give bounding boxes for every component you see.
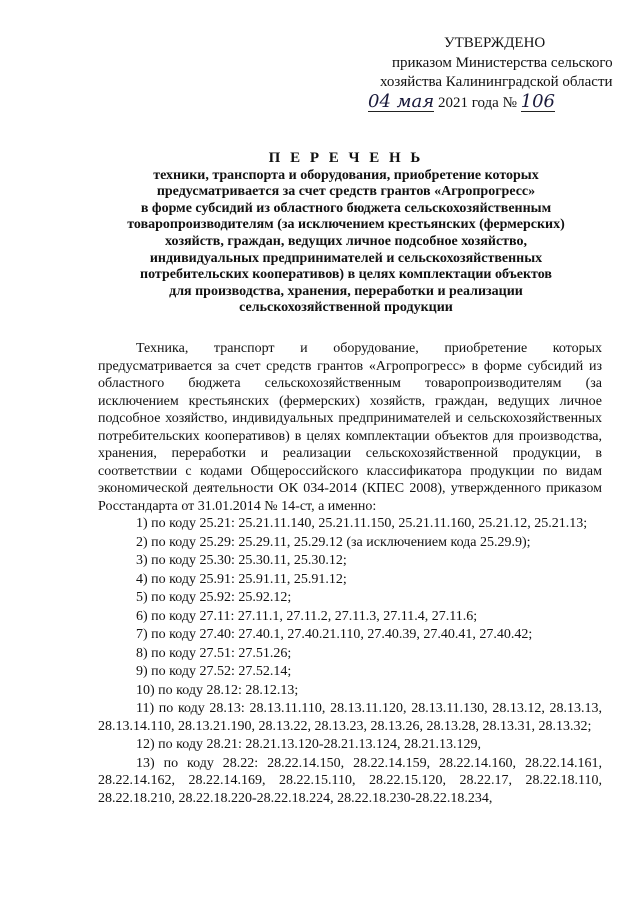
list-item: 3) по коду 25.30: 25.30.11, 25.30.12; — [136, 553, 347, 568]
document-heading — [96, 150, 596, 317]
list-item: 6) по коду 27.11: 27.11.1, 27.11.2, 27.11.3, 27.11.4, 27.11.6; — [136, 608, 478, 624]
list-item: 13) по коду 28.22: 28.22.14.150, 28.22.14.159, 28.22.14.160, 28.22.14.161, 28.22.14.162, 28.22.14.169, 28.22.15.110, 28.22.15.120, 28.22.17, 28.22.18.110, 28.22.18.210, 28.22.18.220-28.22.18.224, 28.22.18.230-28.22.18.234, — [98, 755, 602, 806]
list-item: 8) по коду 27.51: 27.51.26; — [136, 645, 292, 661]
approval-date-row — [368, 92, 555, 113]
handwritten-order-number: 106 — [520, 91, 556, 112]
approval-line-2: хозяйства Калининградской области — [380, 74, 613, 90]
heading-line: индивидуальных предпринимателей и сельскохозяйственных — [149, 250, 543, 266]
heading-line: техники, транспорта и оборудования, приобретение которых — [153, 167, 539, 183]
approval-title: УТВЕРЖДЕНО — [444, 35, 546, 51]
approval-year-text: 2021 года № — [437, 95, 517, 111]
heading-line: хозяйств, граждан, ведущих личное подсобное хозяйство, — [164, 233, 527, 249]
list-item: 4) по коду 25.91: 25.91.11, 25.91.12; — [136, 571, 347, 587]
intro-paragraph: Техника, транспорт и оборудование, приобретение которых предусматривается за счет средств грантов «Агропрогресс» в форме субсидий из областного бюджета сельскохозяйственным товаропроизводителям (за исключением крестьянских (фермерских) хозяйств, граждан, ведущих личное подсобное хозяйство, индивидуальных предпринимателей и сельскохозяйственных потребительских кооперативов) в целях комплектации объектов для производства, хранения, переработки и реализации сельскохозяйственной продукции, в соответствии с кодами Общероссийского классификатора продукции по видам экономической деятельности ОК 034-2014 (КПЕС 2008), утвержденного приказом Росстандарта от 31.01.2014 № 14-ст, а именно: — [98, 341, 602, 514]
heading-line: товаропроизводителям (за исключением крестьянских (фермерских) — [127, 217, 565, 233]
list-item: 12) по коду 28.21: 28.21.13.120-28.21.13.124, 28.21.13.129, — [136, 737, 482, 752]
document-body — [98, 340, 602, 807]
list-item: 7) по коду 27.40: 27.40.1, 27.40.21.110, 27.40.39, 27.40.41, 27.40.42; — [136, 627, 533, 642]
heading-line: предусматривается за счет средств грантов «Агропрогресс» — [156, 184, 536, 200]
approval-line-1: приказом Министерства сельского — [392, 55, 613, 71]
list-item: 9) по коду 27.52: 27.52.14; — [136, 664, 292, 679]
list-item: 11) по коду 28.13: 28.13.11.110, 28.13.11.120, 28.13.11.130, 28.13.12, 28.13.13, 28.13.14.110, 28.13.21.190, 28.13.22, 28.13.23, 28.13.26, 28.13.28, 28.13.31, 28.13.32; — [98, 701, 602, 734]
heading-line: сельскохозяйственной продукции — [239, 300, 453, 316]
list-item: 10) по коду 28.12: 28.12.13; — [136, 682, 299, 698]
heading-title: П Е Р Е Ч Е Н Ь — [268, 150, 424, 166]
heading-line: в форме субсидий из областного бюджета сельскохозяйственным — [140, 200, 552, 216]
heading-line: потребительских кооперативов) в целях комплектации объектов — [140, 267, 552, 283]
list-item: 1) по коду 25.21: 25.21.11.140, 25.21.11.150, 25.21.11.160, 25.21.12, 25.21.13; — [136, 516, 588, 531]
handwritten-date: 04 мая — [368, 91, 435, 112]
heading-line: для производства, хранения, переработки и реализации — [169, 283, 523, 299]
list-item: 5) по коду 25.92: 25.92.12; — [136, 590, 292, 605]
list-item: 2) по коду 25.29: 25.29.11, 25.29.12 (за исключением кода 25.29.9); — [136, 534, 531, 550]
